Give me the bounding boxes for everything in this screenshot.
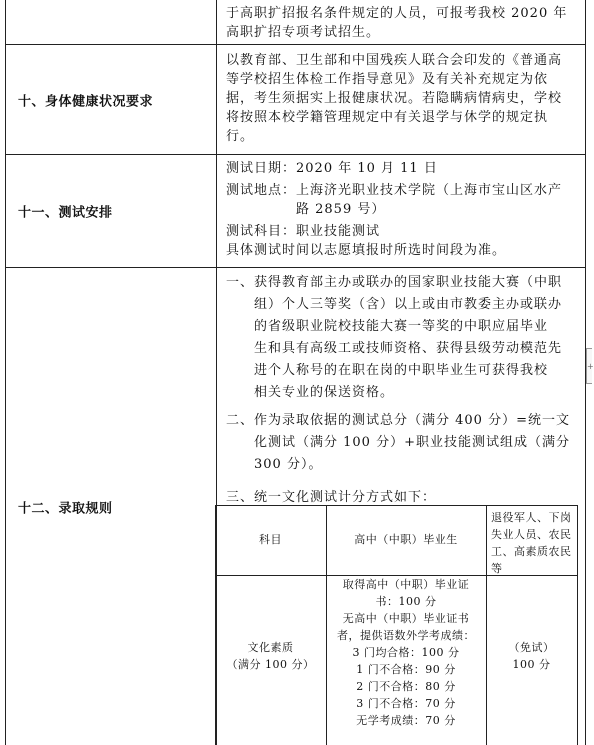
exempt-score: 100 分: [512, 658, 551, 671]
section-heading: 十一、测试安排: [18, 205, 113, 221]
text-line: 的省级职业院校技能大赛一等奖的中职应届毕业: [226, 319, 549, 334]
text-line: 组）个人三等奖（含）以上或由市教委主办或联办: [226, 297, 563, 312]
row-content: [218, 45, 585, 154]
score-line: 无高中（中职）毕业证书: [342, 612, 470, 625]
paragraph: [226, 159, 581, 260]
text-line: 300 分）。: [226, 457, 323, 472]
subject-name: 文化素质: [247, 641, 294, 654]
text-line: 化测试（满分 100 分）+职业技能测试组成（满分: [226, 435, 570, 450]
text-line: 于高职扩招报名条件规定的人员，可报考我校 2020 年: [226, 6, 568, 21]
score-table: [215, 505, 578, 745]
text-line: 高职扩招专项考试招生。: [226, 25, 381, 40]
table-rule: [486, 505, 487, 745]
score-line: 3 门均合格：100 分: [352, 646, 460, 659]
text-line: 测试科目：职业技能测试: [226, 224, 381, 239]
text-line: 二、作为录取依据的测试总分（满分 400 分）=统一文: [226, 413, 570, 428]
text-line: 据，考生须据实上报健康状况。若隐瞒病情病史，学校: [226, 91, 563, 106]
text-line: 相关专业的保送资格。: [226, 385, 395, 400]
row-label: [6, 155, 217, 267]
paragraph: [226, 51, 581, 146]
subject-max: （满分 100 分）: [226, 658, 315, 671]
text-line: 等学校招生体检工作指导意见》及有关补充规定为依: [226, 72, 549, 87]
row-content: [218, 0, 585, 44]
row-content: [218, 155, 585, 267]
text-line: 一、获得教育部主办或联办的国家职业技能大赛（中职: [226, 275, 563, 290]
exempt-label: （免试）: [508, 641, 555, 654]
score-line: 2 门不合格：80 分: [356, 680, 456, 693]
section-heading: 十二、录取规则: [18, 501, 113, 516]
score-line: 书：100 分: [375, 595, 437, 608]
row-label: [6, 268, 217, 745]
score-line: 者，提供语数外学考成绩：: [337, 629, 475, 642]
text-line: 进个人称号的在职在岗的中职毕业生可获得我校: [226, 363, 549, 378]
side-scroll-tab[interactable]: [586, 348, 592, 384]
section-heading: 十、身体健康状况要求: [18, 94, 154, 109]
row-label: [6, 45, 217, 154]
graduates-score-cell: [326, 576, 486, 729]
subject-cell: [215, 639, 326, 673]
score-line: 取得高中（中职）毕业证: [342, 578, 470, 591]
text-line: 以教育部、卫生部和中国残疾人联合会印发的《普通高: [226, 53, 563, 68]
table-rule: [215, 505, 578, 506]
table-row: [5, 0, 586, 45]
score-line: 无学考成绩：70 分: [356, 714, 456, 727]
paragraph: [226, 4, 581, 42]
text-line: 具体测试时间以志愿填报时所选时间段为准。: [226, 243, 507, 258]
text-line: 将按照本校学籍管理规定中有关退学与休学的规定执: [226, 110, 549, 125]
text-line: 测试地点：上海济光职业技术学院（上海市宝山区水产: [226, 183, 563, 198]
side-tab-label: +: [587, 362, 594, 371]
table-row: [5, 155, 586, 268]
text-line: 路 2859 号）: [226, 202, 386, 217]
text-line: 三、统一文化测试计分方式如下：: [226, 490, 437, 505]
other-score-cell: [486, 639, 577, 673]
paragraph: [226, 272, 581, 404]
score-line: 1 门不合格：90 分: [356, 663, 456, 676]
header-graduates: 高中（中职）毕业生: [354, 533, 458, 546]
text-line: 行。: [226, 129, 255, 144]
table-rule: [577, 505, 578, 745]
score-line: 3 门不合格：70 分: [356, 697, 456, 710]
row-label: [6, 0, 217, 44]
header-other-candidates: 退役军人、下岗失业人员、农民工、高素质农民等: [491, 511, 572, 575]
header-subject: 科目: [259, 533, 282, 546]
text-line: 生和具有高级工或技师资格、获得县级劳动模范先: [226, 341, 563, 356]
table-row: [5, 45, 586, 155]
text-line: 测试日期：2020 年 10 月 11 日: [226, 161, 438, 176]
paragraph: [226, 410, 581, 476]
